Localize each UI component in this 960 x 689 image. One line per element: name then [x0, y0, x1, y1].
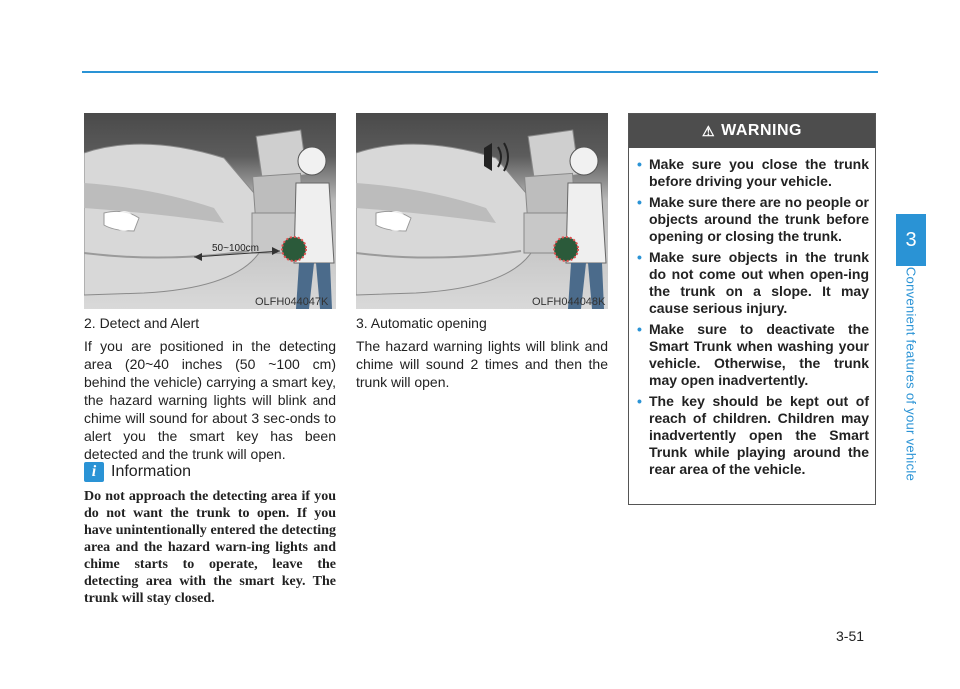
bullet-icon: •	[637, 194, 642, 210]
warning-item-text: Make sure there are no people or objects around the trunk before opening or closing the trunk.	[649, 194, 869, 244]
car-rear-illustration	[356, 113, 608, 309]
information-icon	[84, 462, 104, 482]
car-rear-illustration	[84, 113, 336, 309]
section-body-detect: If you are positioned in the detecting area (20~40 inches (50 ~100 cm) behind the vehicle) carrying a smart key, the hazard warning lights will blink and chime will sound for about 3 sec-onds to alert you the smart key has been detected and the trunk will open.	[84, 338, 336, 462]
warning-triangle-icon: ⚠	[702, 122, 716, 139]
warning-item-text: Make sure objects in the trunk do not come out when open-ing the trunk on a slope. It may cause serious injury.	[649, 249, 869, 316]
figure-detect-alert	[84, 113, 336, 309]
bullet-icon: •	[637, 321, 642, 337]
figure-automatic-opening	[356, 113, 608, 309]
information-body: Do not approach the detecting area if you do not want the trunk to open. If you have unintentionally entered the detecting area and the hazard warn-ing lights and chime starts to operate, leave the detecting area with the smart key. The trunk will stay closed.	[84, 489, 336, 606]
information-title: Information	[111, 463, 192, 480]
warning-item-text: The key should be kept out of reach of children. Children may inadvertently open the Smart Trunk while playing around the rear area of the vehicle.	[649, 393, 869, 477]
warning-item	[637, 194, 869, 245]
section-heading-detect: 2. Detect and Alert	[84, 315, 200, 331]
warning-item	[637, 321, 869, 389]
information-icon-glyph: i	[91, 463, 97, 480]
header-rule	[82, 71, 878, 73]
section-body-auto-open: The hazard warning lights will blink and chime will sound 2 times and then the trunk will open.	[356, 338, 608, 390]
chapter-number: 3	[905, 228, 917, 251]
figure-code: OLFH044047K	[255, 296, 329, 308]
warning-item-text: Make sure you close the trunk before driving your vehicle.	[649, 156, 869, 189]
warning-title: WARNING	[721, 122, 802, 139]
page-number: 3-51	[836, 628, 865, 644]
bullet-icon: •	[637, 393, 642, 409]
warning-item	[637, 156, 869, 190]
bullet-icon: •	[637, 249, 642, 265]
warning-item	[637, 249, 869, 317]
bullet-icon: •	[637, 156, 642, 172]
section-heading-auto-open: 3. Automatic opening	[356, 315, 487, 331]
chapter-label: Convenient features of your vehicle	[903, 266, 919, 482]
warning-box	[628, 113, 876, 505]
distance-label: 50~100cm	[212, 243, 259, 254]
chapter-tab	[896, 214, 926, 266]
warning-item	[637, 393, 869, 478]
warning-list	[637, 156, 869, 482]
warning-item-text: Make sure to deactivate the Smart Trunk when washing your vehicle. Otherwise, the trunk may open inadvertently.	[649, 321, 869, 388]
figure-code: OLFH044048K	[532, 296, 606, 308]
warning-header	[629, 114, 875, 148]
